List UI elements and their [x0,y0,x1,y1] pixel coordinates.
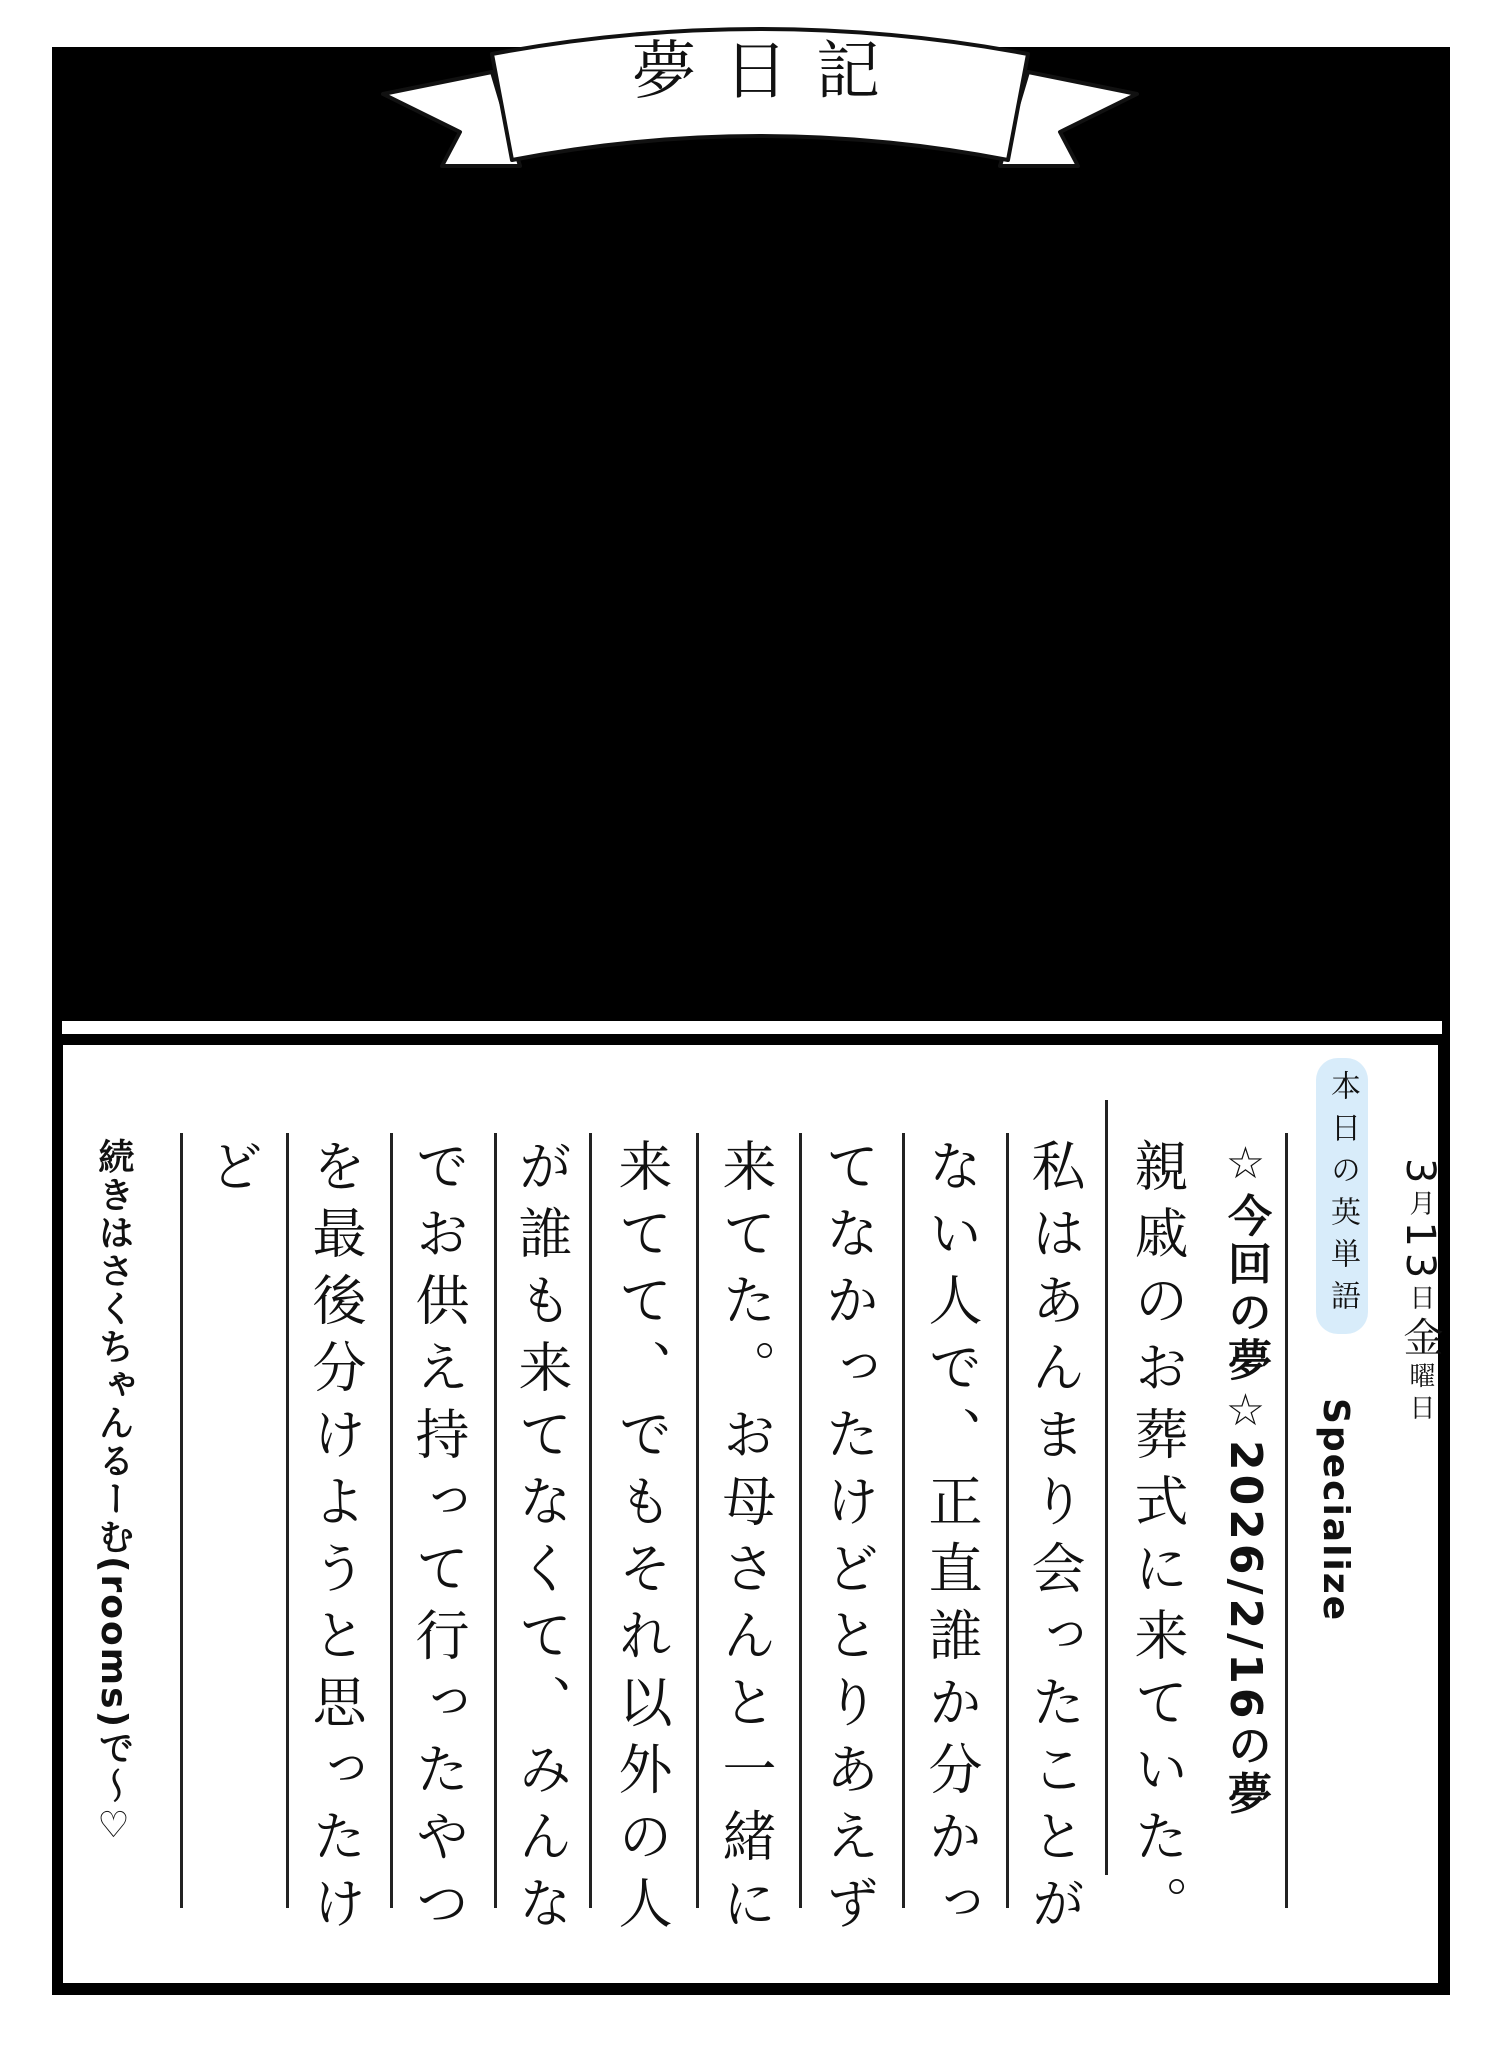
dream-line: でお供え持って行ったやつ [407,1138,470,1942]
date-weekday: 金 [1397,1316,1443,1363]
ruled-line [696,1133,699,1908]
dream-line: が誰も来てなくて、みんな [510,1138,573,1942]
ruled-line [1105,1100,1108,1875]
ruled-line [180,1133,183,1908]
dream-line: てなかったけどとりあえず [817,1138,880,1942]
date-day: 13 [1397,1221,1443,1285]
banner-title: 夢日記 [632,35,908,109]
dream-line: 私はあんまり会ったことが [1023,1138,1086,1942]
date-month: 3 [1397,1158,1443,1190]
date-column [1392,1158,1449,1426]
ruled-line [902,1133,905,1908]
ruled-line [589,1133,592,1908]
divider-strip [62,1021,1442,1034]
dream-line: ど [201,1138,264,1205]
dream-line: ない人で、正直誰か分かっ [920,1138,983,1942]
dream-line: を最後分けようと思ったけ [304,1138,367,1942]
dream-line: 親戚のお葬式に来ていた。 [1126,1138,1189,1942]
ruled-line [1285,1133,1288,1908]
ruled-line [799,1133,802,1908]
ruled-line [1006,1133,1009,1908]
dream-line: 来てた。お母さんと一緒に [714,1138,777,1942]
blacked-out-illustration [52,47,1450,1017]
date-weekday-unit: 曜日 [1405,1362,1435,1427]
word-of-day-label: 本日の英単語 [1316,1058,1368,1334]
ruled-line [286,1133,289,1908]
date-day-unit: 日 [1405,1284,1435,1317]
dream-heading: ☆今回の夢☆2026/2/16の夢 [1220,1138,1271,1819]
word-of-day-value: Specialize [1315,1398,1356,1623]
continued-note: 続きはさくちゃんるーむ(rooms)で〜♡ [93,1138,134,1849]
ruled-line [390,1133,393,1908]
ruled-line [494,1133,497,1908]
dream-line: 来てて、でもそれ以外の人 [610,1138,673,1942]
date-month-unit: 月 [1405,1189,1435,1222]
